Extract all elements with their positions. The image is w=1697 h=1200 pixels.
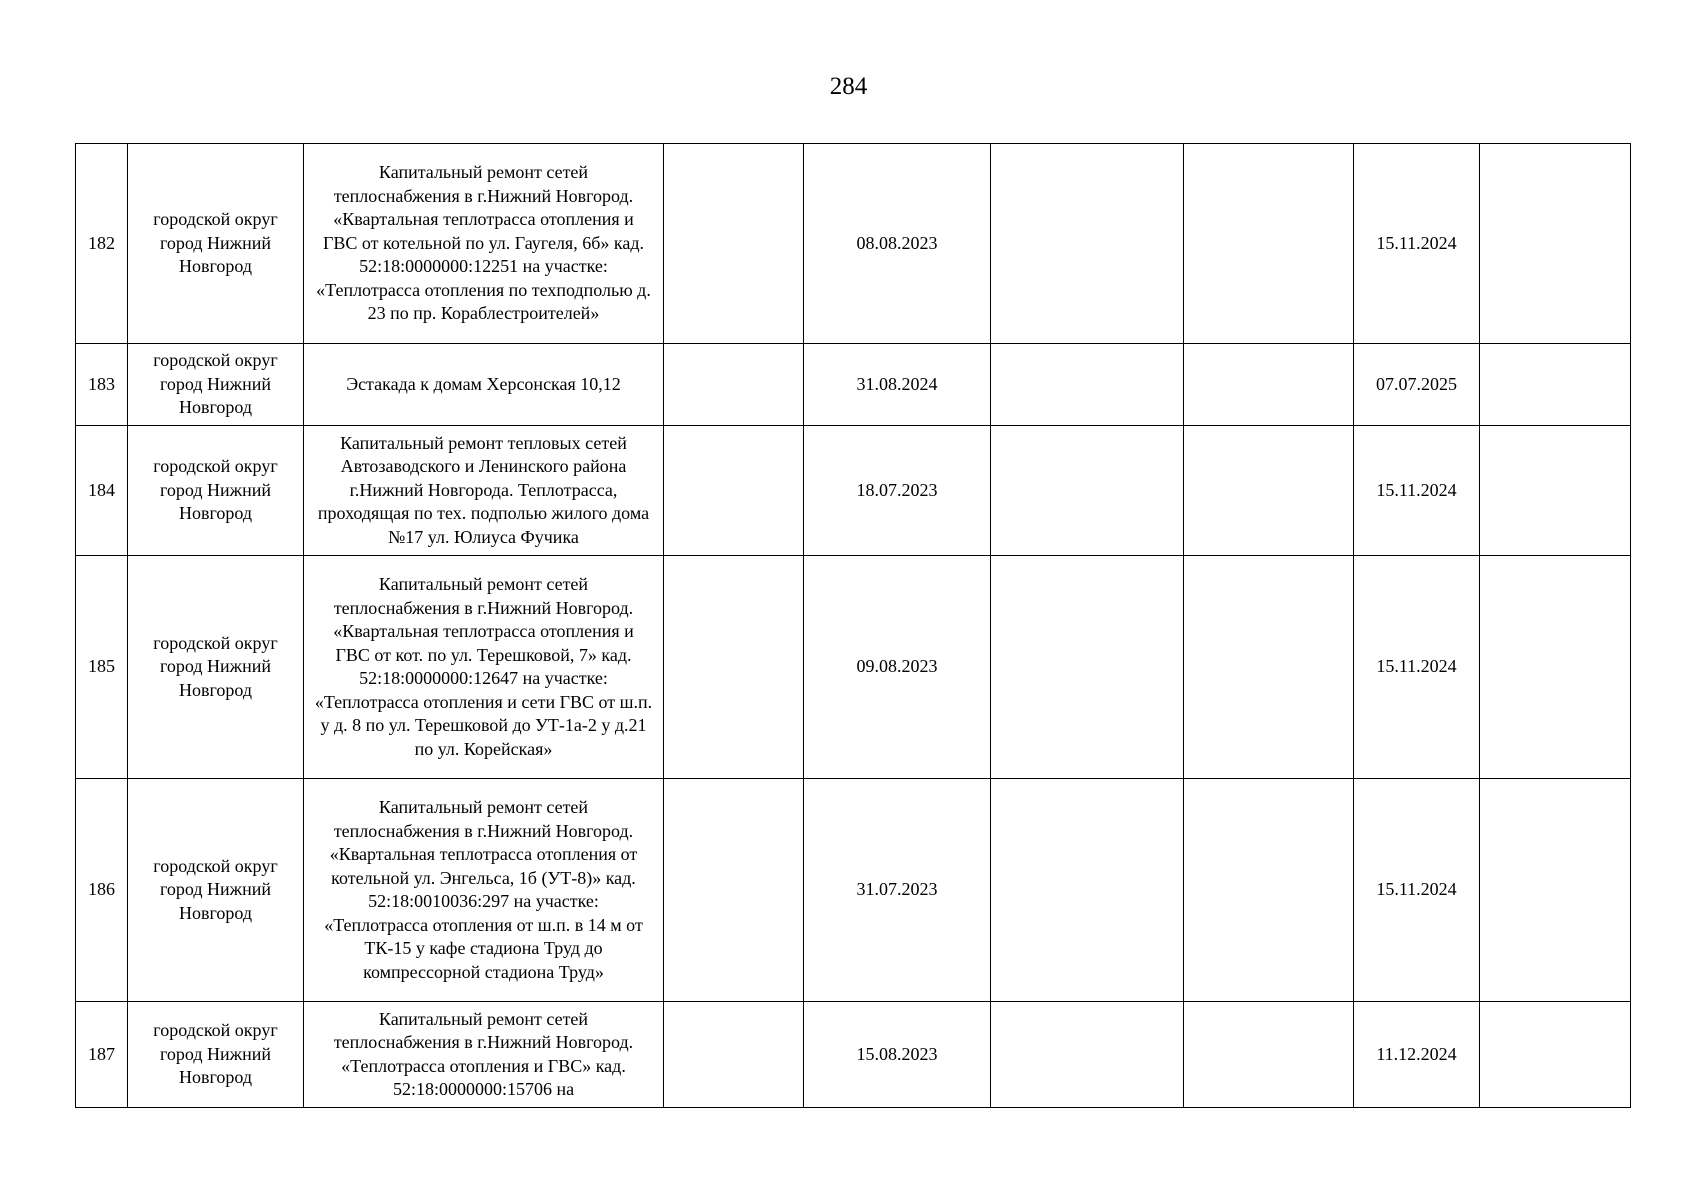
object-description-cell: Капитальный ремонт сетей теплоснабжения в г.Нижний Новгород. «Квартальная теплотрасса отопления и ГВС от кот. по ул. Терешковой, 7» кад. 52:18:0000000:12647 на участке: «Теплотрасса отопления и сети ГВС от ш.п. у д. 8 по ул. Терешковой до УТ-1а-2 у д.21 по ул. Корейская» (304, 556, 664, 779)
object-description-cell: Капитальный ремонт тепловых сетей Автозаводского и Ленинского района г.Нижний Новгорода. Теплотрасса, проходящая по тех. подполью жилого дома №17 ул. Юлиуса Фучика (304, 426, 664, 556)
row-number-cell: 186 (76, 779, 128, 1002)
row-number-cell: 184 (76, 426, 128, 556)
end-date-cell: 11.12.2024 (1354, 1002, 1480, 1108)
table-row (76, 144, 1631, 344)
end-date-cell: 15.11.2024 (1354, 426, 1480, 556)
empty-cell (664, 1002, 804, 1108)
end-date-cell: 15.11.2024 (1354, 779, 1480, 1002)
end-date-cell: 15.11.2024 (1354, 556, 1480, 779)
start-date-cell: 31.07.2023 (804, 779, 991, 1002)
row-number-cell: 187 (76, 1002, 128, 1108)
empty-cell (1184, 344, 1354, 426)
table-row (76, 1002, 1631, 1108)
empty-cell (1184, 426, 1354, 556)
table-row (76, 779, 1631, 1002)
end-date-cell: 15.11.2024 (1354, 144, 1480, 344)
row-number-cell: 185 (76, 556, 128, 779)
empty-cell (664, 556, 804, 779)
empty-cell (991, 144, 1184, 344)
empty-cell (1184, 144, 1354, 344)
end-date-cell: 07.07.2025 (1354, 344, 1480, 426)
municipality-cell: городской округ город Нижний Новгород (128, 344, 304, 426)
empty-cell (1480, 344, 1631, 426)
empty-cell (1480, 144, 1631, 344)
empty-cell (991, 556, 1184, 779)
start-date-cell: 09.08.2023 (804, 556, 991, 779)
municipality-cell: городской округ город Нижний Новгород (128, 779, 304, 1002)
municipality-cell: городской округ город Нижний Новгород (128, 556, 304, 779)
start-date-cell: 18.07.2023 (804, 426, 991, 556)
empty-cell (664, 144, 804, 344)
page-number: 284 (829, 73, 868, 100)
empty-cell (991, 779, 1184, 1002)
empty-cell (664, 344, 804, 426)
empty-cell (1480, 779, 1631, 1002)
empty-cell (1184, 1002, 1354, 1108)
empty-cell (664, 426, 804, 556)
empty-cell (1184, 779, 1354, 1002)
object-register-table (75, 143, 1631, 1108)
empty-cell (1480, 556, 1631, 779)
empty-cell (1480, 1002, 1631, 1108)
start-date-cell: 31.08.2024 (804, 344, 991, 426)
empty-cell (991, 1002, 1184, 1108)
table-row (76, 556, 1631, 779)
object-description-cell: Эстакада к домам Херсонская 10,12 (304, 344, 664, 426)
empty-cell (1184, 556, 1354, 779)
municipality-cell: городской округ город Нижний Новгород (128, 1002, 304, 1108)
start-date-cell: 15.08.2023 (804, 1002, 991, 1108)
row-number-cell: 182 (76, 144, 128, 344)
object-description-cell: Капитальный ремонт сетей теплоснабжения в г.Нижний Новгород. «Квартальная теплотрасса отопления и ГВС от котельной по ул. Гаугеля, 6б» кад. 52:18:0000000:12251 на участке: «Теплотрасса отопления по техподполью д. 23 по пр. Кораблестроителей» (304, 144, 664, 344)
empty-cell (664, 779, 804, 1002)
start-date-cell: 08.08.2023 (804, 144, 991, 344)
empty-cell (991, 426, 1184, 556)
municipality-cell: городской округ город Нижний Новгород (128, 426, 304, 556)
empty-cell (1480, 426, 1631, 556)
object-description-cell: Капитальный ремонт сетей теплоснабжения в г.Нижний Новгород. «Квартальная теплотрасса отопления от котельной ул. Энгельса, 1б (УТ-8)» кад. 52:18:0010036:297 на участке: «Теплотрасса отопления от ш.п. в 14 м от ТК-15 у кафе стадиона Труд до компрессорной стадиона Труд» (304, 779, 664, 1002)
municipality-cell: городской округ город Нижний Новгород (128, 144, 304, 344)
empty-cell (991, 344, 1184, 426)
row-number-cell: 183 (76, 344, 128, 426)
table-row (76, 426, 1631, 556)
object-description-cell: Капитальный ремонт сетей теплоснабжения в г.Нижний Новгород. «Теплотрасса отопления и ГВС» кад. 52:18:0000000:15706 на (304, 1002, 664, 1108)
table-row (76, 344, 1631, 426)
